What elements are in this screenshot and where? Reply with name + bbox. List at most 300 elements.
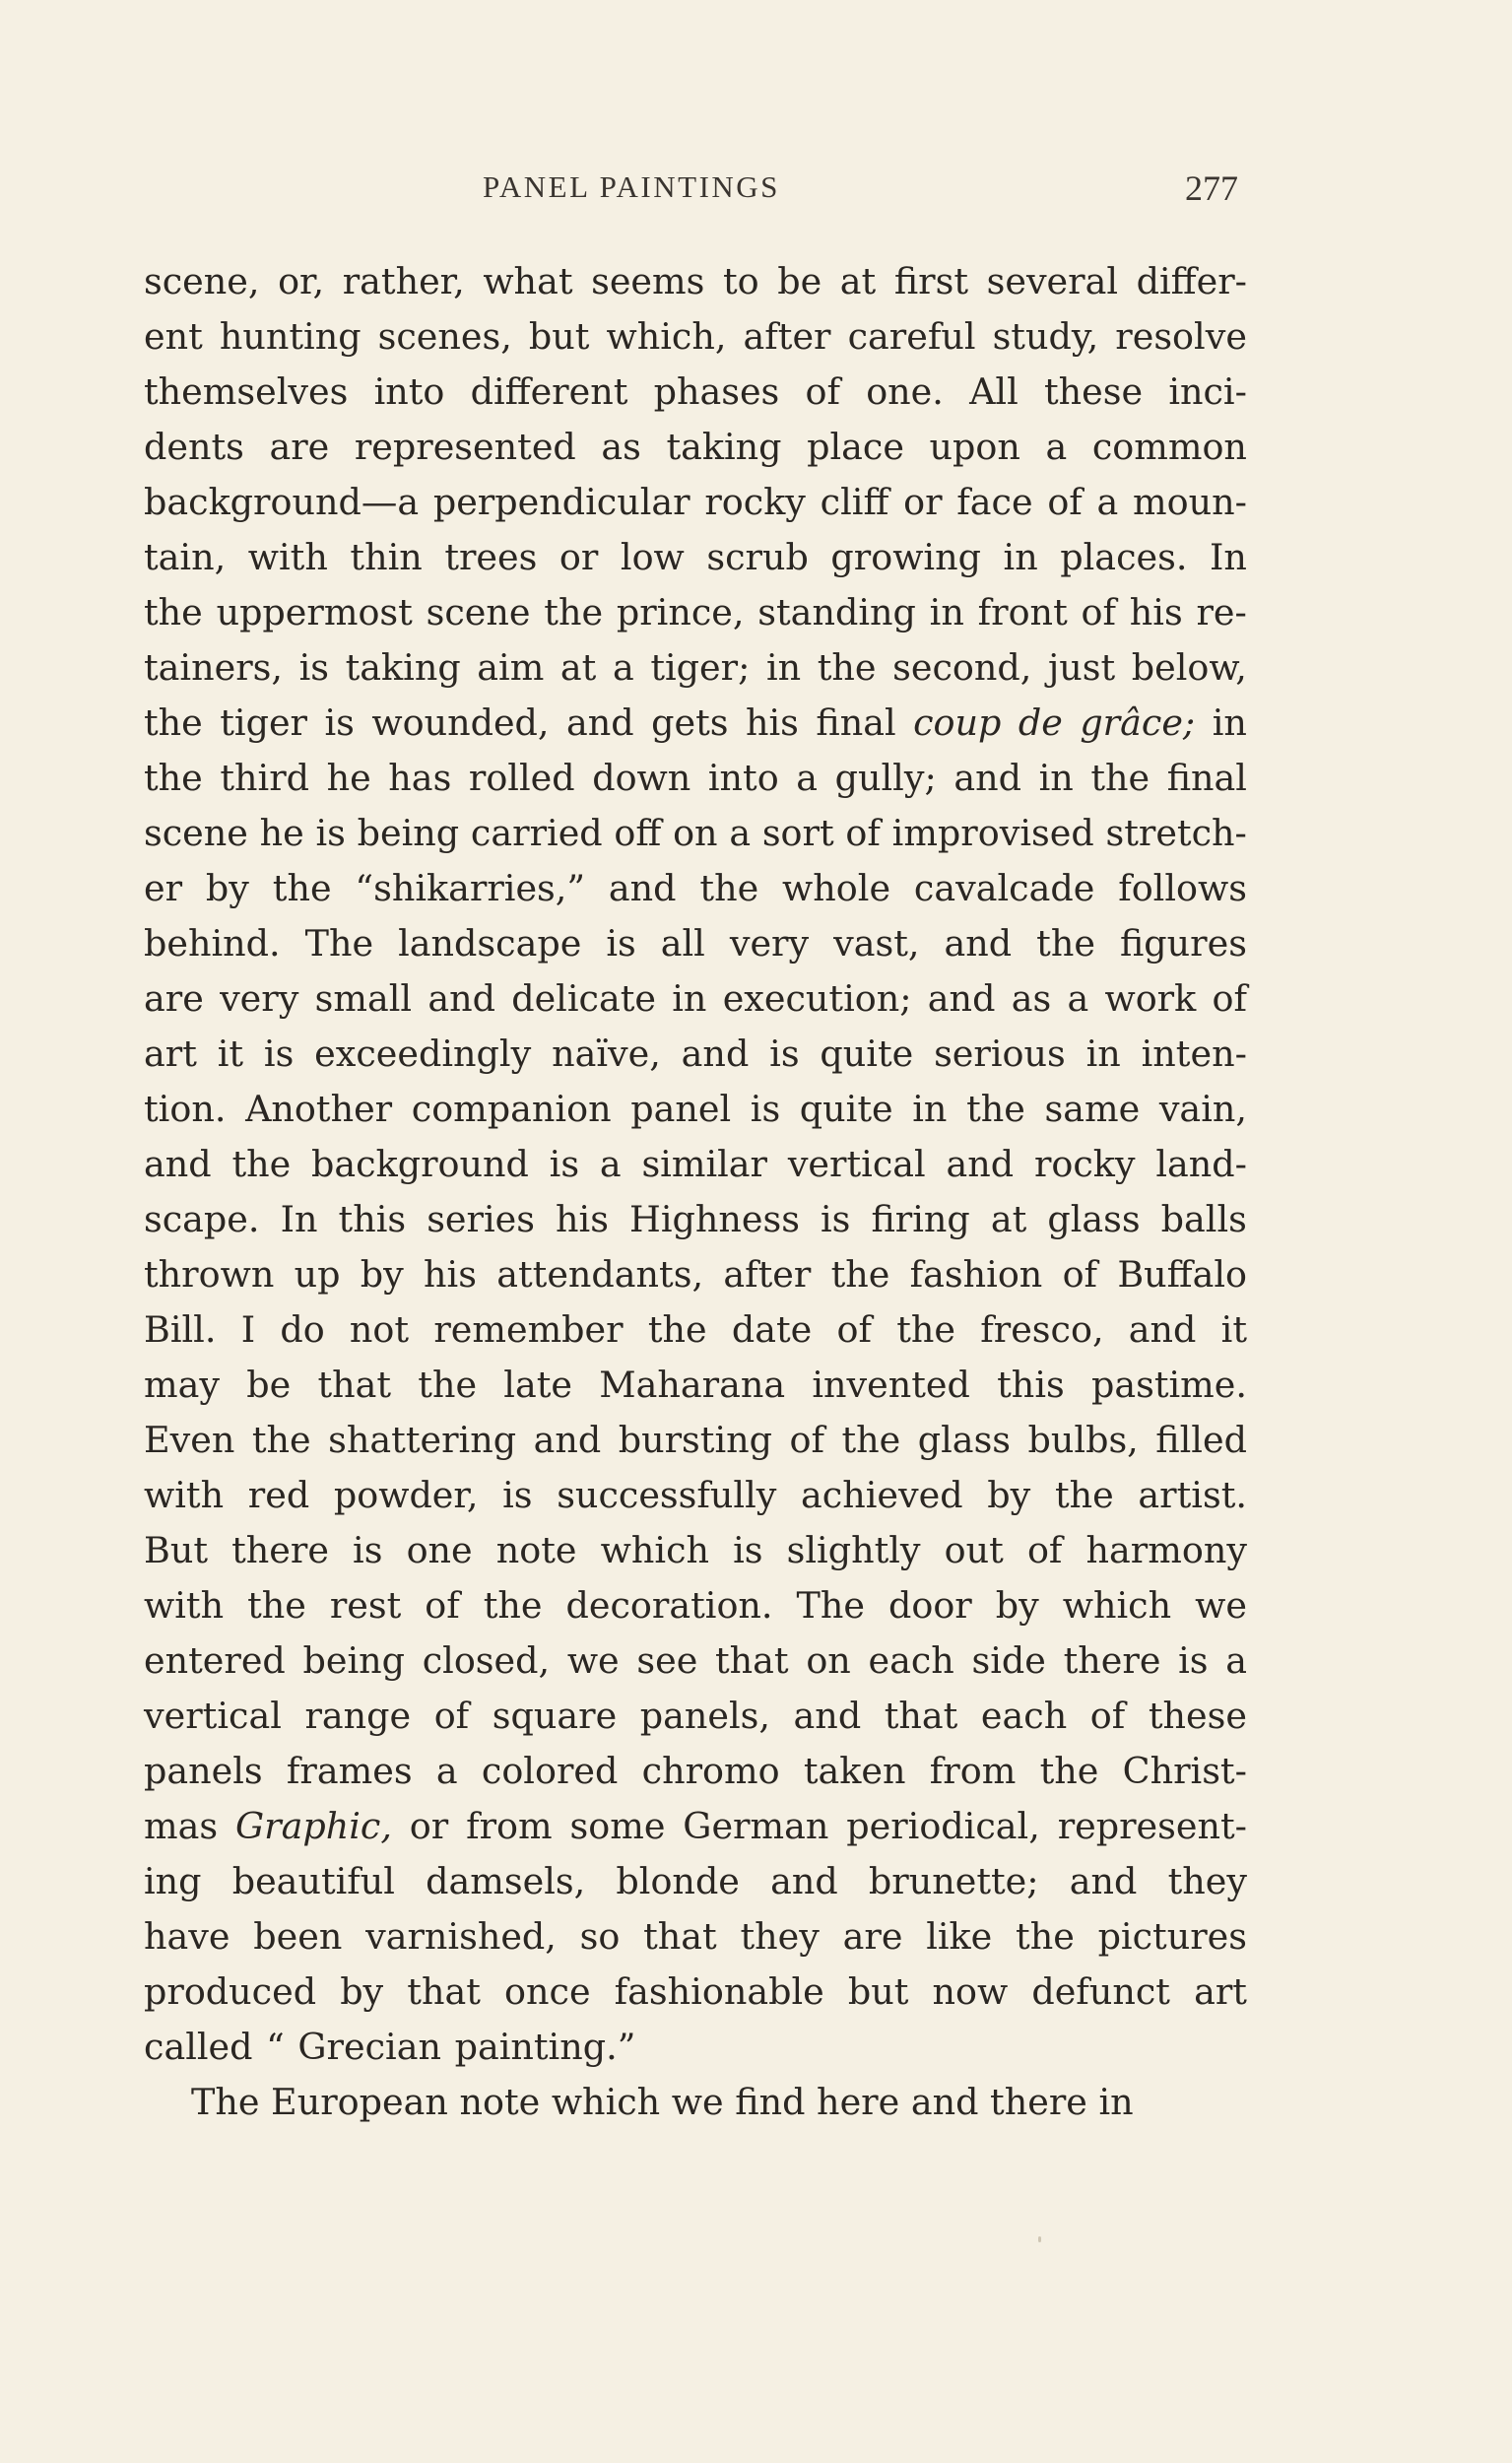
word: background—a (144, 481, 420, 523)
word: the (247, 1584, 306, 1627)
word: In (1210, 536, 1247, 578)
word: a (435, 1750, 458, 1792)
word: one (406, 1529, 473, 1571)
word: series (427, 1198, 535, 1240)
word: a (1096, 481, 1119, 523)
word: periodical, (846, 1805, 1040, 1847)
word: fashion (909, 1253, 1043, 1296)
word: uppermost (216, 591, 413, 633)
word: The (796, 1584, 865, 1627)
word: at (990, 1198, 1027, 1240)
word: from (466, 1805, 553, 1847)
word: closed, (422, 1639, 551, 1682)
word: and (608, 867, 677, 909)
word: carried (470, 812, 603, 854)
word: or (559, 536, 599, 578)
word: range (304, 1695, 412, 1737)
word: and (953, 757, 1021, 799)
word: aim (477, 646, 545, 689)
word: place (807, 426, 904, 468)
word: the (544, 591, 604, 633)
word: he (259, 812, 304, 854)
word: Maharana (599, 1364, 786, 1406)
italic-word: de (1018, 701, 1063, 744)
text-line (144, 1413, 1247, 1468)
word: the (251, 1419, 311, 1461)
text-line (144, 861, 1247, 916)
word: what (483, 260, 573, 302)
word: er (144, 867, 183, 909)
word: same (1044, 1088, 1141, 1130)
word: entered (144, 1639, 286, 1682)
word: powder, (333, 1474, 479, 1516)
text-line (144, 1082, 1247, 1137)
text-line (144, 1689, 1247, 1744)
word: scene, (144, 260, 260, 302)
word: each (868, 1639, 954, 1682)
word: out (944, 1529, 1004, 1571)
word: is (353, 1529, 383, 1571)
text-line (144, 1192, 1247, 1247)
word: damsels, (426, 1860, 586, 1902)
text-line (144, 1247, 1247, 1302)
word: his (424, 1253, 477, 1296)
word: “shikarries,” (355, 867, 586, 909)
word: Another (245, 1088, 393, 1130)
word: is (750, 1088, 781, 1130)
word: rolled (468, 757, 575, 799)
word: down (592, 757, 691, 799)
word: the (830, 1253, 890, 1296)
text-line (144, 2075, 1247, 2130)
word: colored (481, 1750, 619, 1792)
word: landscape (398, 922, 582, 965)
word: there (1063, 1639, 1161, 1682)
word: after (743, 315, 831, 358)
word: with (144, 1584, 225, 1627)
word: or, (278, 260, 325, 302)
word: firing (871, 1198, 970, 1240)
text-line (144, 420, 1247, 475)
text-line (144, 1578, 1247, 1633)
word: land- (1155, 1143, 1247, 1185)
word: in (1038, 757, 1074, 799)
word: is (733, 1529, 763, 1571)
text-line (144, 1854, 1247, 1909)
word: I (240, 1308, 256, 1351)
word: common (1091, 426, 1247, 468)
word: beautiful (231, 1860, 395, 1902)
word: exceedingly (314, 1032, 532, 1075)
word: second, (892, 646, 1032, 689)
word: is (606, 922, 636, 965)
text-line (144, 530, 1247, 585)
word: and (566, 701, 634, 744)
word: All (969, 370, 1019, 413)
word: the (144, 757, 203, 799)
word: scene (426, 591, 531, 633)
word: growing (830, 536, 981, 578)
word: German (683, 1805, 829, 1847)
word: is (502, 1474, 533, 1516)
word: his (1129, 591, 1183, 633)
word: cavalcade (913, 867, 1095, 909)
word: of (805, 370, 840, 413)
text-line (144, 585, 1247, 640)
word: final (1166, 757, 1247, 799)
word: once (504, 1970, 591, 2013)
word: is (549, 1143, 580, 1185)
word: from (929, 1750, 1017, 1792)
text-line (144, 1799, 1247, 1854)
word: tiger; (650, 646, 751, 689)
text-line (144, 1027, 1247, 1082)
text-line (144, 2020, 1247, 2075)
word: it (1220, 1308, 1247, 1351)
word: places. (1060, 536, 1188, 578)
word: like (926, 1915, 993, 1958)
word: glass (917, 1419, 1012, 1461)
word: fashionable (614, 1970, 824, 2013)
word: behind. (144, 922, 281, 965)
word: on (806, 1639, 851, 1682)
word: ent (144, 315, 203, 358)
text-line (144, 696, 1247, 751)
word: achieved (801, 1474, 963, 1516)
word: artist. (1138, 1474, 1247, 1516)
word: and (770, 1860, 838, 1902)
word: side (971, 1639, 1046, 1682)
word: just (1047, 646, 1116, 689)
word: remember (433, 1308, 624, 1351)
word: harmony (1085, 1529, 1247, 1571)
word: see (636, 1639, 698, 1682)
word: of (1047, 481, 1083, 523)
word: up (294, 1253, 341, 1296)
word: there (231, 1529, 329, 1571)
word: taken (803, 1750, 906, 1792)
word: inten- (1141, 1032, 1247, 1075)
word: slightly (786, 1529, 921, 1571)
word: that (884, 1695, 958, 1737)
line-text: called “ Grecian painting.” (144, 2026, 636, 2068)
word: re- (1196, 591, 1247, 633)
word: and (944, 922, 1013, 965)
text-line (144, 1468, 1247, 1523)
word: stretch- (1105, 812, 1247, 854)
word: all (660, 922, 705, 965)
word: upon (929, 426, 1020, 468)
word: vertical (787, 1143, 926, 1185)
word: gets (651, 701, 729, 744)
word: in (1003, 536, 1038, 578)
word: and (533, 1419, 602, 1461)
word: is (1178, 1639, 1209, 1682)
word: of (433, 1695, 470, 1737)
line-text: The European note which we find here and there in (191, 2081, 1134, 2123)
word: this (338, 1198, 407, 1240)
word: pastime. (1090, 1364, 1247, 1406)
word: tain, (144, 536, 227, 578)
word: of (425, 1584, 460, 1627)
word: a (612, 646, 634, 689)
word: inci- (1168, 370, 1247, 413)
word: tiger (220, 701, 308, 744)
word: to (722, 260, 759, 302)
text-line (144, 1964, 1247, 2020)
word: themselves (144, 370, 349, 413)
word: door (887, 1584, 972, 1627)
word: study, (992, 315, 1099, 358)
word: seems (591, 260, 705, 302)
running-head: PANEL PAINTINGS (483, 169, 780, 204)
word: pictures (1097, 1915, 1247, 1958)
word: one. (866, 370, 944, 413)
word: represent- (1057, 1805, 1247, 1847)
word: But (144, 1529, 208, 1571)
word: decoration. (565, 1584, 773, 1627)
word: is (769, 1032, 800, 1075)
text-line (144, 640, 1247, 696)
word: of (789, 1419, 824, 1461)
word: frames (286, 1750, 413, 1792)
word: which (600, 1529, 710, 1571)
word: of (1026, 1529, 1063, 1571)
word: into (707, 757, 779, 799)
word: brunette; (868, 1860, 1039, 1902)
word: perpendicular (432, 481, 690, 523)
word: attendants, (496, 1253, 704, 1296)
word: are (269, 426, 330, 468)
word: art (144, 1032, 197, 1075)
word: as (1011, 977, 1052, 1020)
word: and (1069, 1860, 1138, 1902)
word: now (932, 1970, 1009, 2013)
word: a (1045, 426, 1068, 468)
text-line (144, 1523, 1247, 1578)
word: in (929, 591, 964, 633)
word: with (144, 1474, 225, 1516)
word: each (980, 1695, 1068, 1737)
word: work (1104, 977, 1197, 1020)
word: Buffalo (1117, 1253, 1247, 1296)
word: resolve (1115, 315, 1247, 358)
word: gully; (834, 757, 937, 799)
word: the (1054, 1474, 1114, 1516)
text-line (144, 1744, 1247, 1799)
word: the (966, 1088, 1025, 1130)
word: similar (641, 1143, 768, 1185)
word: after (723, 1253, 812, 1296)
word: hunting (219, 315, 362, 358)
word: in (1085, 1032, 1121, 1075)
word: filled (1155, 1419, 1247, 1461)
word: In (280, 1198, 318, 1240)
word: quite (799, 1088, 893, 1130)
word: note (495, 1529, 577, 1571)
word: final (816, 701, 896, 744)
word: produced (144, 1970, 317, 2013)
word: the (144, 591, 203, 633)
word: is (263, 1032, 295, 1075)
word: which (1062, 1584, 1172, 1627)
italic-word: Graphic, (234, 1805, 392, 1847)
word: into (373, 370, 445, 413)
word: varnished, (365, 1915, 557, 1958)
text-line (144, 475, 1247, 530)
word: the (699, 867, 759, 909)
word: standing (757, 591, 916, 633)
word: the (1036, 922, 1095, 965)
word: which, (606, 315, 727, 358)
word: the (483, 1584, 543, 1627)
word: invented (812, 1364, 970, 1406)
word: ing (144, 1860, 202, 1902)
word: has (388, 757, 452, 799)
word: several (986, 260, 1119, 302)
word: is (298, 646, 329, 689)
word: of (1081, 591, 1116, 633)
word: small (314, 977, 413, 1020)
word: taking (345, 646, 461, 689)
word: of (836, 1308, 872, 1351)
word: be (777, 260, 822, 302)
text-line (144, 309, 1247, 365)
word: the (1039, 1750, 1099, 1792)
word: rest (329, 1584, 402, 1627)
word: vain, (1158, 1088, 1247, 1130)
word: that (715, 1639, 789, 1682)
word: and (144, 1143, 212, 1185)
word: these (1148, 1695, 1247, 1737)
word: rocky (704, 481, 806, 523)
word: the (144, 701, 203, 744)
word: companion (411, 1088, 612, 1130)
word: phases (653, 370, 780, 413)
text-line (144, 751, 1247, 806)
word: of (845, 812, 881, 854)
word: panels (144, 1750, 263, 1792)
word: square (492, 1695, 618, 1737)
word: they (740, 1915, 820, 1958)
word: thin (350, 536, 423, 578)
word: trees (444, 536, 538, 578)
word: tion. (144, 1088, 227, 1130)
word: and (946, 1143, 1015, 1185)
word: and (427, 977, 495, 1020)
word: we (566, 1639, 620, 1682)
word: third (220, 757, 310, 799)
word: off (614, 812, 662, 854)
word: his (556, 1198, 609, 1240)
word: below, (1131, 646, 1247, 689)
word: panel (630, 1088, 732, 1130)
word: scape. (144, 1198, 260, 1240)
word: the (841, 1419, 901, 1461)
word: sort (761, 812, 834, 854)
word: follows (1118, 867, 1247, 909)
word: this (997, 1364, 1065, 1406)
word: a (599, 1143, 622, 1185)
word: taking (666, 426, 782, 468)
text-line (144, 806, 1247, 861)
word: may (144, 1364, 220, 1406)
word: naïve, (552, 1032, 661, 1075)
word: being (302, 1639, 406, 1682)
word: being (357, 812, 460, 854)
word: background (311, 1143, 529, 1185)
word: cliff (820, 481, 889, 523)
word: on (673, 812, 718, 854)
italic-word: coup (913, 701, 1002, 744)
text-line (144, 1909, 1247, 1964)
word: quite (820, 1032, 914, 1075)
word: bursting (618, 1419, 772, 1461)
word: and (1128, 1308, 1197, 1351)
word: we (1195, 1584, 1247, 1627)
word: fresco, (980, 1308, 1104, 1351)
word: by (995, 1584, 1039, 1627)
word: are (842, 1915, 903, 1958)
word: dents (144, 426, 244, 468)
body-text (144, 254, 1247, 2130)
word: mas (144, 1805, 219, 1847)
word: but (847, 1970, 909, 2013)
word: of (1212, 977, 1247, 1020)
word: with (247, 536, 328, 578)
word: blonde (616, 1860, 740, 1902)
word: improvised (891, 812, 1094, 854)
word: the (647, 1308, 707, 1351)
text-line (144, 1358, 1247, 1413)
word: scenes, (377, 315, 512, 358)
word: serious (934, 1032, 1066, 1075)
word: of (1062, 1253, 1098, 1296)
word: the (817, 646, 877, 689)
word: Even (144, 1419, 235, 1461)
word: that (317, 1364, 392, 1406)
word: by (987, 1474, 1031, 1516)
word: prince, (616, 591, 745, 633)
word: successfully (557, 1474, 777, 1516)
word: a (1225, 1639, 1247, 1682)
word: that (643, 1915, 717, 1958)
word: but (528, 315, 590, 358)
word: low (620, 536, 685, 578)
word: whole (782, 867, 891, 909)
word: at (559, 646, 597, 689)
word: or (409, 1805, 449, 1847)
text-line (144, 916, 1247, 971)
word: at (839, 260, 877, 302)
word: it (217, 1032, 244, 1075)
word: in (672, 977, 707, 1020)
word: the (231, 1143, 292, 1185)
word: date (731, 1308, 813, 1351)
word: and (927, 977, 996, 1020)
word: red (247, 1474, 310, 1516)
text-line (144, 254, 1247, 309)
word: and (793, 1695, 862, 1737)
word: the (418, 1364, 478, 1406)
word: tainers, (144, 646, 283, 689)
word: do (280, 1308, 325, 1351)
word: his (745, 701, 799, 744)
word: have (144, 1915, 230, 1958)
word: is (315, 812, 346, 854)
word: he (326, 757, 371, 799)
word: differ- (1136, 260, 1247, 302)
